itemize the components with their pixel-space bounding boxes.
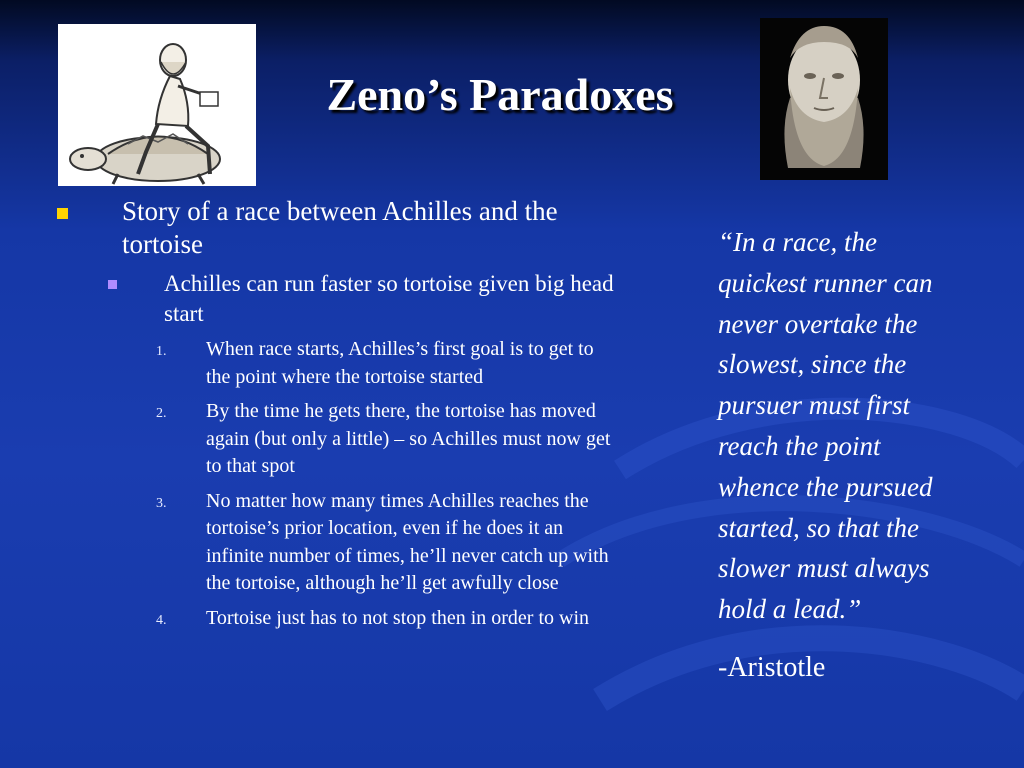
slide-title: Zeno’s Paradoxes (326, 69, 674, 120)
square-bullet-icon (108, 280, 117, 289)
step-text: By the time he gets there, the tortoise has moved again (but only a little) – so Achilles must now get to that spot (206, 400, 611, 477)
step-number: 1. (156, 344, 167, 359)
numbered-step (40, 336, 620, 391)
step-text: No matter how many times Achilles reaches the tortoise’s prior location, even if he does it an infinite number of times, he’ll never catch up with the tortoise, although he’ll get awfully close (206, 489, 609, 594)
bullet-sub-text: Achilles can run faster so tortoise given big head start (164, 271, 614, 326)
bullet-level-1 (40, 195, 620, 261)
step-number: 2. (156, 406, 167, 421)
step-text: Tortoise just has to not stop then in order to win (206, 606, 590, 629)
step-number: 4. (156, 612, 167, 628)
numbered-step (40, 398, 620, 481)
aristotle-bust-image (760, 18, 888, 180)
numbered-step (40, 488, 620, 598)
step-number: 3. (156, 495, 167, 511)
achilles-tortoise-illustration (58, 24, 256, 186)
aristotle-quote: “In a race, the quickest runner can never overtake the slowest, since the pursuer must first reach the point whence the pursued started, so that the slower must always hold a lead.” (718, 227, 933, 625)
bullet-main-text: Story of a race between Achilles and the tortoise (122, 196, 558, 259)
bullet-level-2 (40, 269, 620, 329)
square-bullet-icon (57, 208, 68, 219)
quote-attribution: -Aristotle (718, 652, 826, 683)
numbered-step (40, 605, 620, 633)
step-text: When race starts, Achilles’s first goal is to get to the point where the tortoise started (206, 338, 594, 388)
slide-body (40, 195, 620, 632)
